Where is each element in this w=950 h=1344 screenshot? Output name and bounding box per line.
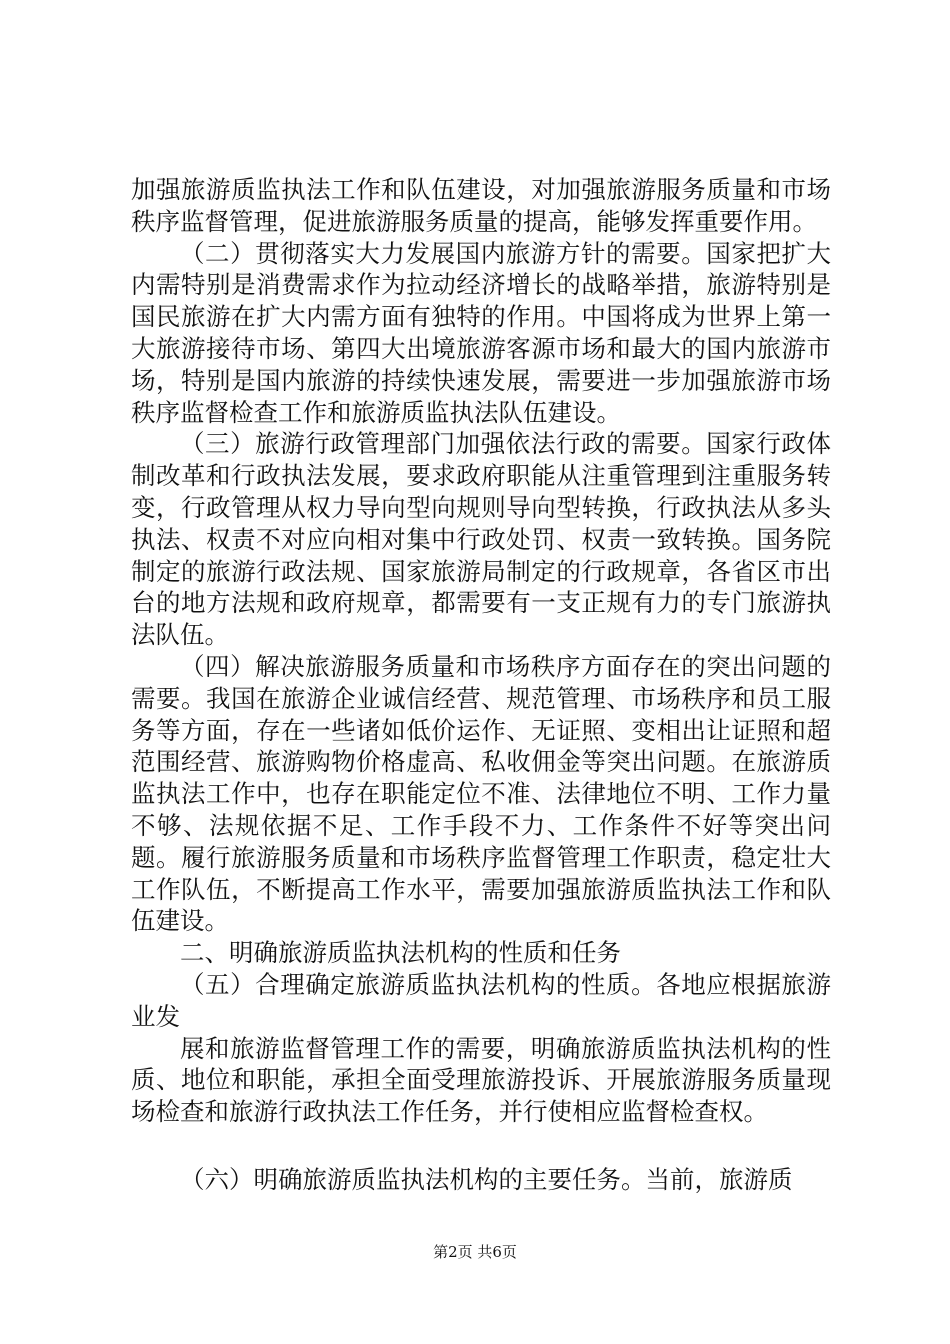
paragraph-section-2: （二）贯彻落实大力发展国内旅游方针的需要。国家把扩大内需特别是消费需求作为拉动经济增长的战略举措，旅游特别是国民旅游在扩大内需方面有独特的作用。中国将成为世界上第一大旅游接待市场、第四大出境旅游客源市场和最大的国内旅游市场，特别是国内旅游的持续快速发展，需要进一步加强旅游市场秩序监督检查工作和旅游质监执法队伍建设。 — [131, 238, 831, 427]
paragraph-section-6: （六）明确旅游质监执法机构的主要任务。当前，旅游质 — [180, 1164, 793, 1194]
section-heading: 二、明确旅游质监执法机构的性质和任务 — [180, 938, 621, 968]
page-number-footer: 第2页 共6页 — [433, 1243, 517, 1261]
paragraph-spacer — [131, 1128, 831, 1164]
paragraph-section-5-cont: 展和旅游监督管理工作的需要，明确旅游质监执法机构的性质、地位和职能，承担全面受理旅游投诉、开展旅游服务质量现场检查和旅游行政执法工作任务，并行使相应监督检查权。 — [131, 1033, 831, 1127]
paragraph-continuation: 加强旅游质监执法工作和队伍建设，对加强旅游服务质量和市场秩序监督管理，促进旅游服务质量的提高，能够发挥重要作用。 — [131, 175, 831, 236]
paragraph-section-5-start: （五）合理确定旅游质监执法机构的性质。各地应根据旅游业发 — [131, 969, 831, 1031]
paragraph-section-4: （四）解决旅游服务质量和市场秩序方面存在的突出问题的需要。我国在旅游企业诚信经营、规范管理、市场秩序和员工服务等方面，存在一些诸如低价运作、无证照、变相出让证照和超范围经营、旅游购物价格虚高、私收佣金等突出问题。在旅游质监执法工作中，也存在职能定位不准、法律地位不明、工作力量不够、法规依据不足、工作手段不力、工作条件不好等突出问题。履行旅游服务质量和市场秩序监督管理工作职责，稳定壮大工作队伍，不断提高工作水平，需要加强旅游质监执法工作和队伍建设。 — [131, 651, 831, 936]
paragraph-section-3: （三）旅游行政管理部门加强依法行政的需要。国家行政体制改革和行政执法发展，要求政府职能从注重管理到注重服务转变，行政管理从权力导向型向规则导向型转换，行政执法从多头执法、权责不对应向相对集中行政处罚、权责一致转换。国务院制定的旅游行政法规、国家旅游局制定的行政规章，各省区市出台的地方法规和政府规章，都需要有一支正规有力的专门旅游执法队伍。 — [131, 429, 831, 650]
document-body — [131, 174, 831, 1196]
